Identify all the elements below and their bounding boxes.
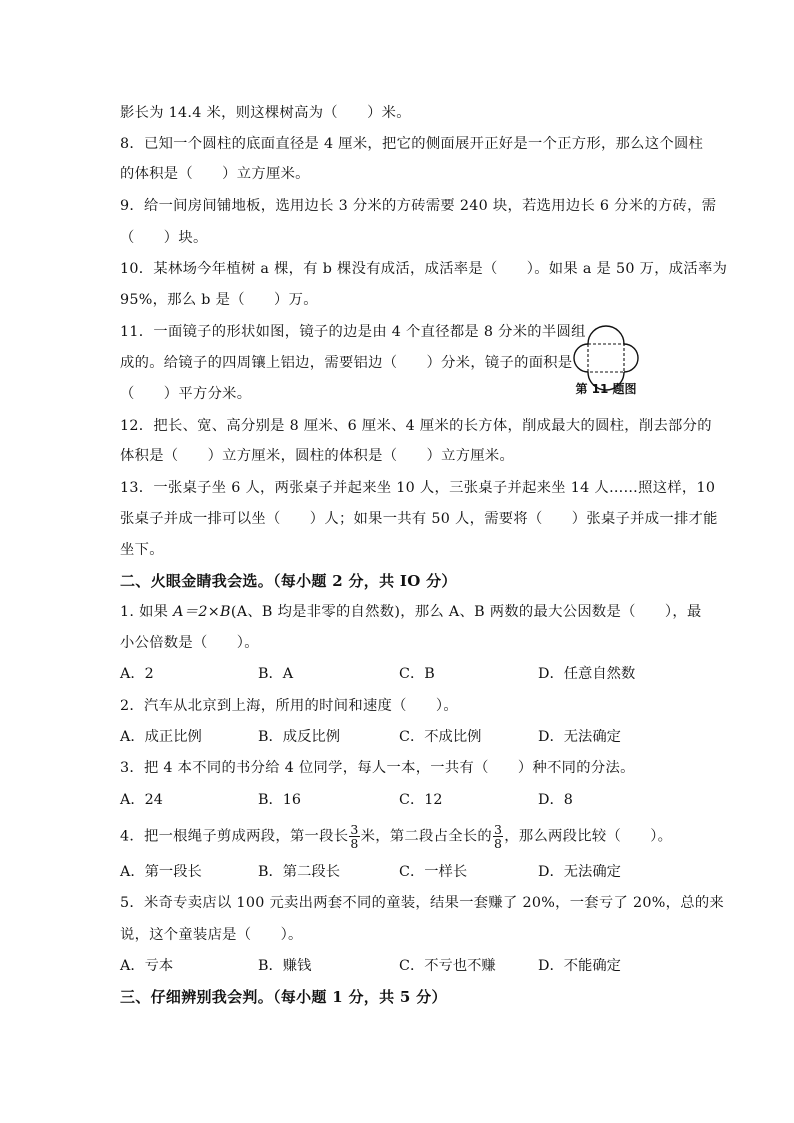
- option-c[interactable]: C．不成比例: [399, 729, 482, 745]
- option-a[interactable]: A．亏本: [120, 958, 174, 974]
- option-c[interactable]: C．不亏也不赚: [399, 958, 496, 974]
- fraction: $\frac{3}{8}$: [494, 822, 503, 851]
- option-a[interactable]: A．成正比例: [120, 729, 202, 745]
- option-b[interactable]: B．赚钱: [258, 958, 312, 974]
- q13-line-1: 13．一张桌子坐 6 人，两张桌子并起来坐 10 人，三张桌子并起来坐 14 人……照这样，10: [120, 480, 716, 496]
- q8-line-2: 的体积是（ ）立方厘米。: [120, 166, 310, 182]
- option-c[interactable]: C．B: [399, 666, 435, 682]
- option-d[interactable]: D．无法确定: [538, 729, 621, 745]
- option-a[interactable]: A．第一段长: [120, 864, 202, 880]
- formula: A＝2×B: [173, 604, 231, 620]
- option-b[interactable]: B．成反比例: [258, 729, 340, 745]
- fraction: $\frac{3}{8}$: [350, 822, 359, 851]
- mc-q1-line-2: 小公倍数是（ ）。: [120, 635, 259, 651]
- mc-q3: 3．把 4 本不同的书分给 4 位同学，每人一本，一共有（ ）种不同的分法。: [120, 760, 635, 776]
- mc-q3-options: [120, 790, 680, 810]
- q9-line-1: 9．给一间房间铺地板，选用边长 3 分米的方砖需要 240 块，若选用边长 6 分米的方砖，需: [120, 198, 717, 214]
- option-c[interactable]: C．12: [399, 792, 443, 808]
- mc-q2-options: [120, 727, 680, 747]
- option-b[interactable]: B．A: [258, 666, 294, 682]
- q11-line-3: （ ）平方分米。: [120, 386, 252, 402]
- q13-line-3: 坐下。: [120, 542, 164, 558]
- option-d[interactable]: D．无法确定: [538, 864, 621, 880]
- q10-line-1: 10．某林场今年植树 a 棵，有 b 棵没有成活，成活率是（ ）。如果 a 是 50 万，成活率为: [120, 261, 728, 277]
- q12-line-2: 体积是（ ）立方厘米，圆柱的体积是（ ）立方厘米。: [120, 448, 515, 464]
- q7-continuation: 影长为 14.4 米，则这棵树高为（ ）米。: [120, 105, 411, 121]
- figure-caption: 第 11 题图: [575, 382, 637, 396]
- option-d[interactable]: D．不能确定: [538, 958, 621, 974]
- option-c[interactable]: C．一样长: [399, 864, 468, 880]
- mc-q4-options: [120, 862, 680, 882]
- q11-line-2: 成的。给镜子的四周镶上铝边，需要铝边（ ）分米，镜子的面积是: [120, 355, 573, 371]
- q10-line-2: 95%，那么 b 是（ ）万。: [120, 292, 318, 308]
- section-2-heading: 二、火眼金睛我会选。（每小题 2 分，共 IO 分）: [120, 572, 457, 590]
- mc-q2: 2．汽车从北京到上海，所用的时间和速度（ ）。: [120, 698, 458, 714]
- option-b[interactable]: B．16: [258, 792, 301, 808]
- q9-line-2: （ ）块。: [120, 230, 208, 246]
- mc-q4: 4．把一根绳子剪成两段，第一段长 $\frac{3}{8}$ 米，第二段占全长的 $\frac{3}{8}$ ，那么两段比较（ ）。: [120, 822, 673, 851]
- mc-q1-line-1: 1. 如果 A＝2×B(A、B 均是非零的自然数)，那么 A、B 两数的最大公因数是（ ），最: [120, 604, 702, 620]
- q13-line-2: 张桌子并成一排可以坐（ ）人；如果一共有 50 人，需要将（ ）张桌子并成一排才能: [120, 511, 718, 527]
- q12-line-1: 12．把长、宽、高分别是 8 厘米、6 厘米、4 厘米的长方体，削成最大的圆柱，削去部分的: [120, 418, 712, 434]
- mc-q5-line-2: 说，这个童装店是（ ）。: [120, 927, 303, 943]
- option-b[interactable]: B．第二段长: [258, 864, 340, 880]
- mc-q5-line-1: 5．米奇专卖店以 100 元卖出两套不同的童装，结果一套赚了 20%，一套亏了 20%，总的来: [120, 895, 725, 911]
- q8-line-1: 8．已知一个圆柱的底面直径是 4 厘米，把它的侧面展开正好是一个正方形，那么这个圆柱: [120, 136, 704, 152]
- q11-line-1: 11．一面镜子的形状如图，镜子的边是由 4 个直径都是 8 分米的半圆组: [120, 324, 586, 340]
- option-a[interactable]: A．2: [120, 666, 154, 682]
- mc-q5-options: [120, 956, 680, 976]
- option-d[interactable]: D．8: [538, 792, 573, 808]
- option-a[interactable]: A．24: [120, 792, 163, 808]
- section-3-heading: 三、仔细辨别我会判。（每小题 1 分，共 5 分）: [120, 988, 447, 1006]
- mc-q1-options: [120, 664, 680, 684]
- option-d[interactable]: D．任意自然数: [538, 666, 636, 682]
